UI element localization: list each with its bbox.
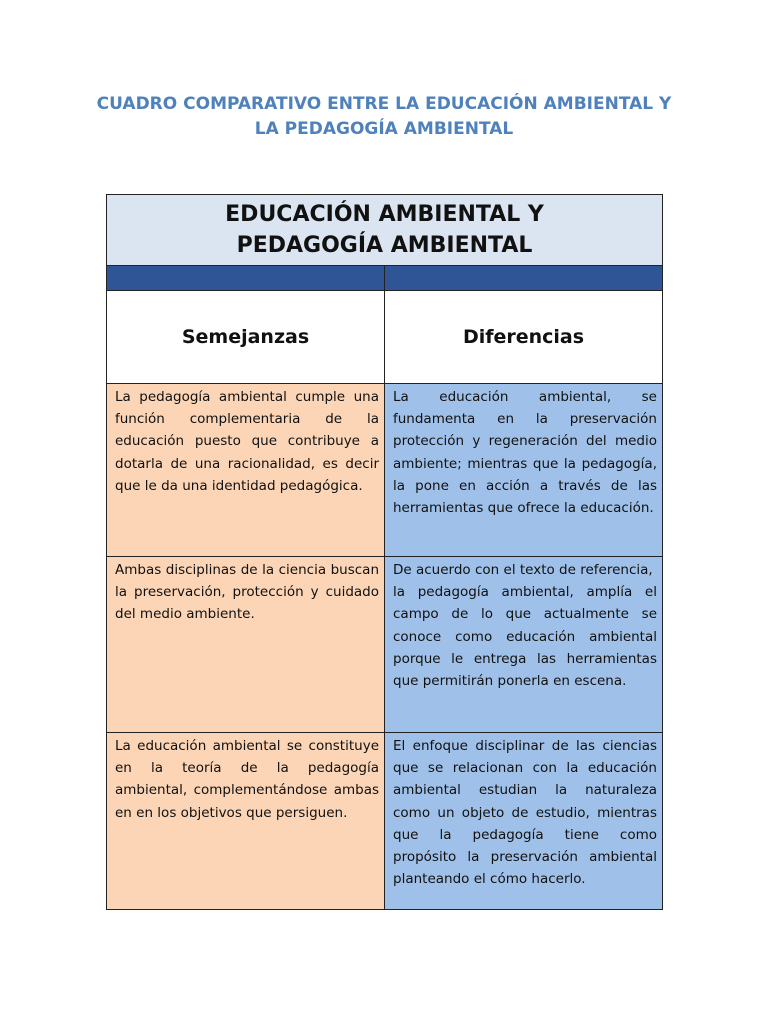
header-band-right: [385, 266, 663, 291]
document-title-line-2: LA PEDAGOGÍA AMBIENTAL: [254, 119, 514, 139]
diferencia-text-part-2: la pedagogía ambiental, amplía el campo de lo que actualmente se conoce como educación ambiental porque le entrega las herramientas que permitirán ponerla en escena.: [393, 584, 657, 690]
diferencia-text: La educación ambiental, se fundamenta en la preservación protección y regeneración del medio ambiente; mientras que la pedagogía, la pone en acción a través de las herramientas que ofrece la educación.: [393, 389, 657, 517]
diferencia-cell: [385, 384, 663, 557]
semejanza-cell: [107, 733, 385, 910]
table-header-line-2: PEDAGOGÍA AMBIENTAL: [236, 233, 533, 258]
column-header-diferencias: Diferencias: [385, 291, 663, 384]
table-header: [107, 195, 663, 266]
diferencia-text-block: [385, 557, 662, 698]
table-header-row: [107, 195, 663, 266]
table-row: [107, 384, 663, 557]
header-band-left: [107, 266, 385, 291]
diferencia-text: El enfoque disciplinar de las ciencias que se relacionan con la educación ambiental estudian la naturaleza como un objeto de estudio, mientras que la pedagogía tiene como propósito la preservación ambiental planteando el cómo hacerlo.: [393, 738, 657, 888]
header-band-row: [107, 266, 663, 291]
table-header-line-1: EDUCACIÓN AMBIENTAL Y: [225, 202, 544, 227]
semejanza-cell: [107, 557, 385, 733]
document-title-line-1: CUADRO COMPARATIVO ENTRE LA EDUCACIÓN AMBIENTAL Y: [96, 94, 672, 114]
diferencia-text-part-1: De acuerdo con el texto de referencia,: [393, 562, 653, 578]
semejanza-text: La pedagogía ambiental cumple una función complementaria de la educación puesto que contribuye a dotarla de una racionalidad, es decir que le da una identidad pedagógica.: [115, 389, 379, 494]
comparison-table: [106, 194, 663, 910]
column-header-row: [107, 291, 663, 384]
column-header-semejanzas: Semejanzas: [107, 291, 385, 384]
document-title: [0, 92, 768, 142]
table-row: [107, 557, 663, 733]
diferencia-cell: [385, 733, 663, 910]
table-row: [107, 733, 663, 910]
semejanza-text: Ambas disciplinas de la ciencia buscan la preservación, protección y cuidado del medio ambiente.: [115, 562, 379, 623]
diferencia-cell: [385, 557, 663, 733]
semejanza-text: La educación ambiental se constituye en la teoría de la pedagogía ambiental, complementándose ambas en en los objetivos que persiguen.: [115, 738, 379, 821]
semejanza-cell: [107, 384, 385, 557]
